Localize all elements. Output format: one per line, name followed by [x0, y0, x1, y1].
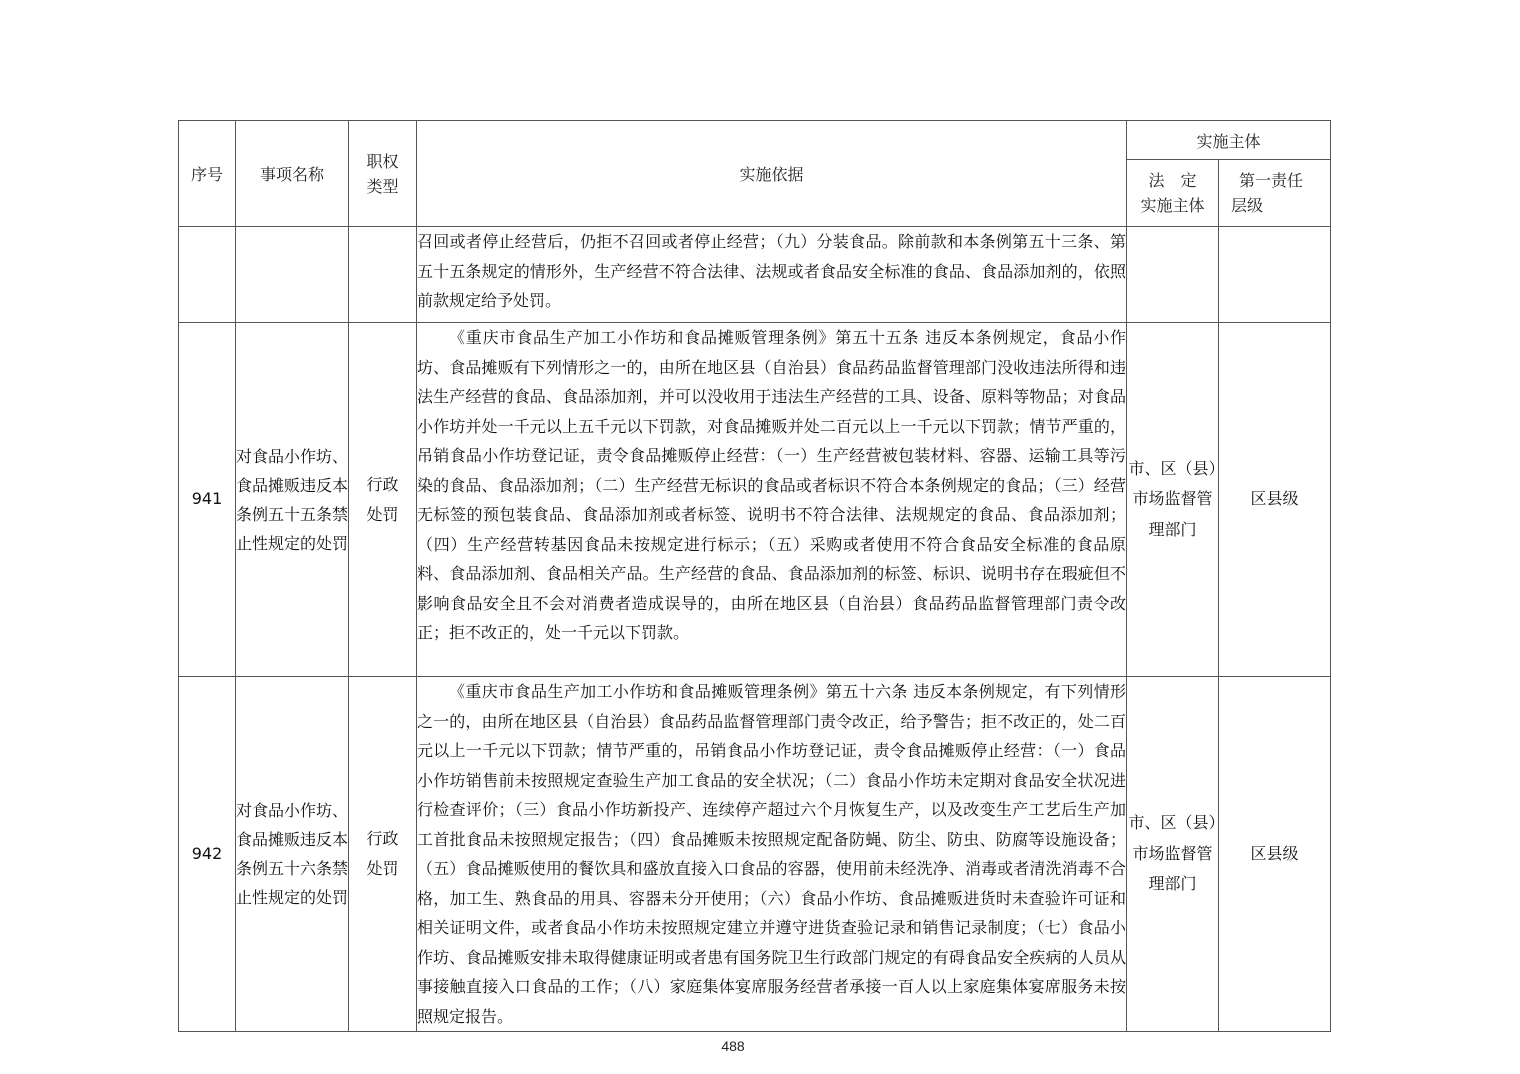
row-subject: 市、区（县）市场监督管理部门 [1127, 677, 1219, 1032]
row-name [236, 227, 349, 323]
header-legal-line1: 法 定 [1148, 171, 1197, 190]
row-level: 区县级 [1219, 323, 1331, 677]
header-name: 事项名称 [236, 121, 349, 227]
page-number: 488 [721, 1038, 745, 1054]
header-type-line2: 类型 [366, 176, 399, 196]
header-type-line1: 职权 [366, 151, 399, 171]
header-type [349, 121, 417, 227]
header-subject-group: 实施主体 [1127, 121, 1331, 160]
row-seq: 942 [179, 677, 236, 1032]
table-row [179, 323, 1331, 677]
header-level-line1: 第一责任 [1239, 171, 1304, 190]
row-level: 区县级 [1219, 677, 1331, 1032]
row-seq [179, 227, 236, 323]
header-level-line2: 层级 [1231, 196, 1264, 215]
row-basis: 召回或者停止经营后，仍拒不召回或者停止经营；（九）分装食品。除前款和本条例第五十三条、第五十五条规定的情形外，生产经营不符合法律、法规或者食品安全标准的食品、食品添加剂的，依照前款规定给予处罚。 [417, 227, 1127, 323]
header-basis: 实施依据 [417, 121, 1127, 227]
row-seq: 941 [179, 323, 236, 677]
row-subject: 市、区（县）市场监督管理部门 [1127, 323, 1219, 677]
table-row [179, 677, 1331, 1032]
row-name: 对食品小作坊、食品摊贩违反本条例五十五条禁止性规定的处罚 [236, 323, 349, 677]
header-seq: 序号 [179, 121, 236, 227]
item-table [178, 120, 1331, 1032]
header-responsibility-level [1219, 160, 1331, 227]
table-row [179, 227, 1331, 323]
row-type: 行政处罚 [349, 677, 417, 1032]
header-legal-line2: 实施主体 [1140, 196, 1205, 215]
header-legal-subject [1127, 160, 1219, 227]
row-level [1219, 227, 1331, 323]
row-name: 对食品小作坊、食品摊贩违反本条例五十六条禁止性规定的处罚 [236, 677, 349, 1032]
row-type: 行政处罚 [349, 323, 417, 677]
row-type [349, 227, 417, 323]
row-basis: 《重庆市食品生产加工小作坊和食品摊贩管理条例》第五十五条 违反本条例规定，食品小作坊、食品摊贩有下列情形之一的，由所在地区县（自治县）食品药品监督管理部门没收违法所得和违法生产经营的食品、食品添加剂，并可以没收用于违法生产经营的工具、设备、原料等物品；对食品小作坊并处一千元以上五千元以下罚款，对食品摊贩并处二百元以上一千元以下罚款；情节严重的，吊销食品小作坊登记证，责令食品摊贩停止经营：（一）生产经营被包装材料、容器、运输工具等污染的食品、食品添加剂；（二）生产经营无标识的食品或者标识不符合本条例规定的食品；（三）经营无标签的预包装食品、食品添加剂或者标签、说明书不符合法律、法规规定的食品、食品添加剂；（四）生产经营转基因食品未按规定进行标示；（五）采购或者使用不符合食品安全标准的食品原料、食品添加剂、食品相关产品。生产经营的食品、食品添加剂的标签、标识、说明书存在瑕疵但不影响食品安全且不会对消费者造成误导的，由所在地区县（自治县）食品药品监督管理部门责令改正；拒不改正的，处一千元以下罚款。 [417, 323, 1127, 677]
row-subject [1127, 227, 1219, 323]
row-basis: 《重庆市食品生产加工小作坊和食品摊贩管理条例》第五十六条 违反本条例规定，有下列情形之一的，由所在地区县（自治县）食品药品监督管理部门责令改正，给予警告；拒不改正的，处二百元以上一千元以下罚款；情节严重的，吊销食品小作坊登记证，责令食品摊贩停止经营：（一）食品小作坊销售前未按照规定查验生产加工食品的安全状况；（二）食品小作坊未定期对食品安全状况进行检查评价；（三）食品小作坊新投产、连续停产超过六个月恢复生产，以及改变生产工艺后生产加工首批食品未按照规定报告；（四）食品摊贩未按照规定配备防蝇、防尘、防虫、防腐等设施设备；（五）食品摊贩使用的餐饮具和盛放直接入口食品的容器，使用前未经洗净、消毒或者清洗消毒不合格，加工生、熟食品的用具、容器未分开使用；（六）食品小作坊、食品摊贩进货时未查验许可证和相关证明文件，或者食品小作坊未按照规定建立并遵守进货查验记录和销售记录制度；（七）食品小作坊、食品摊贩安排未取得健康证明或者患有国务院卫生行政部门规定的有碍食品安全疾病的人员从事接触直接入口食品的工作；（八）家庭集体宴席服务经营者承接一百人以上家庭集体宴席服务未按照规定报告。 [417, 677, 1127, 1032]
